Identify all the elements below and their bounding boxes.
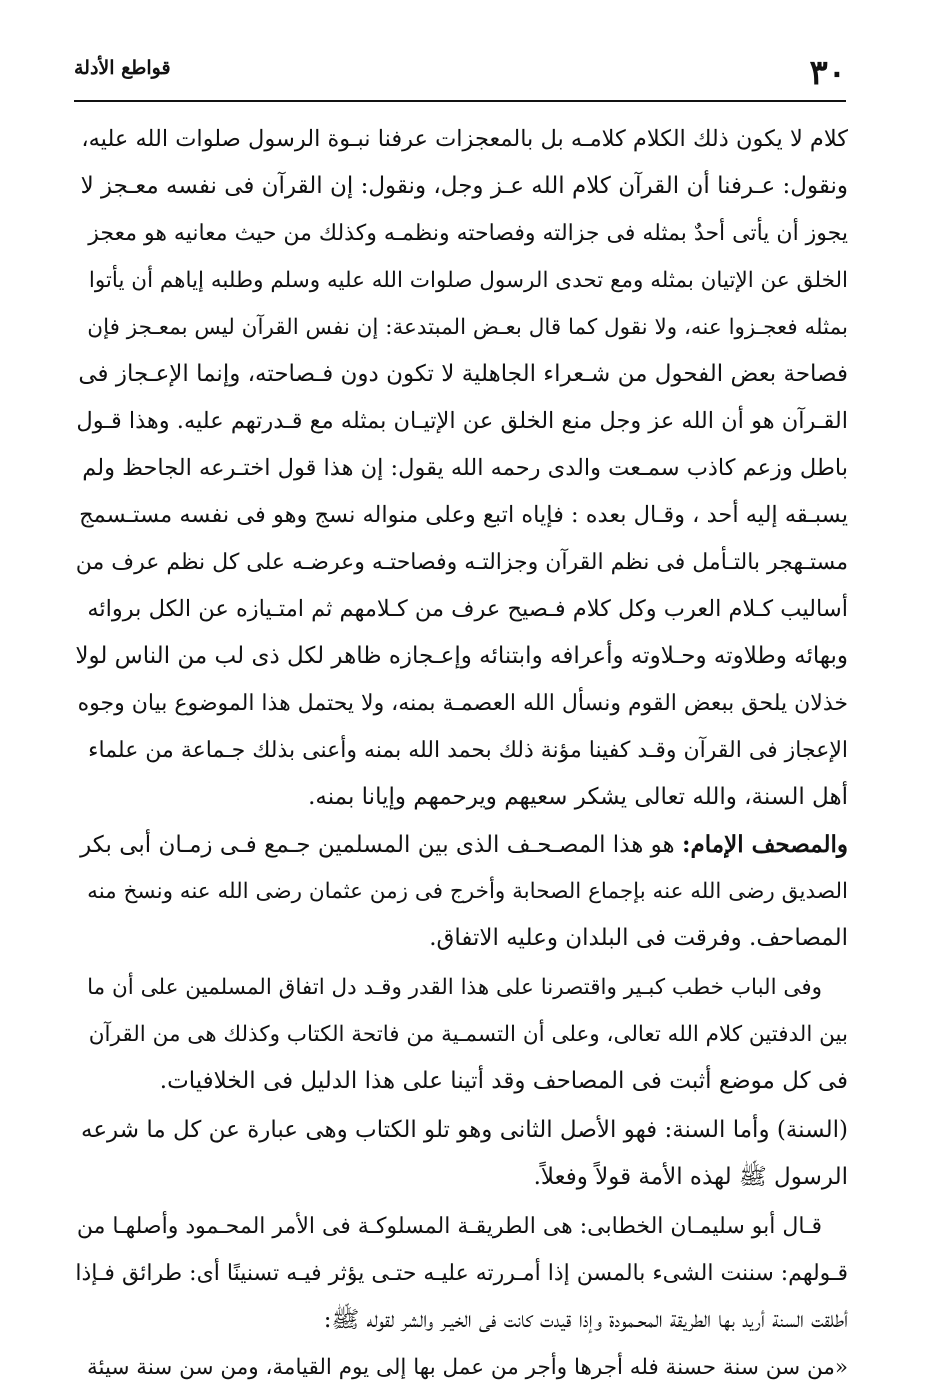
text-line: بمثله فعجـزوا عنه، ولا نقول كما قال بعـض المبتدعة: إن نفس القرآن ليس بمعـجز فإن [87, 315, 848, 340]
mushaf-lead-term: والمصحف الإمام: [682, 831, 848, 858]
text-line: الصديق رضى الله عنه بإجماع الصحابة وأخرج فى زمن عثمان رضى الله عنه ونسخ منه [87, 879, 848, 904]
text-line: قـولهم: سننت الشىء بالمسن إذا أمـررته عليـه حتـى يؤثر فيـه تسنينًا أى: طرائق فـإذا [75, 1261, 848, 1286]
text-line: الرسول ﷺ لهذه الأمة قولاً وفعلاً. [533, 1164, 848, 1190]
text-line: المصاحف. وفرقت فى البلدان وعليه الاتفاق. [429, 925, 848, 951]
text-line: قـال أبو سليمـان الخطابى: هى الطريقـة المسلوكـة فى الأمر المحـمود وأصلهـا من [76, 1214, 822, 1239]
text-line: أطلقت السنة أريد بها الطريقة المحـمودة وإذا قيدت كانت فى الخيـر والشر لقوله ﷺ: [323, 1307, 848, 1333]
text-line: خذلان يلحق ببعض القوم ونسأل الله العصمـة بمنه، ولا يحتمل هذا الموضوع بيان وجوه [77, 691, 848, 716]
text-line: مستـهجر بالتـأمل فى نظم القرآن وجزالتـه وفصاحتـه وعرضـه على كل نظم عرف من [75, 550, 848, 575]
text-line: الخلق عن الإتيان بمثله ومع تحدى الرسول صلوات الله عليه وسلم وطلبه إياهم أن يأتوا [88, 268, 848, 293]
body-text [72, 116, 848, 1391]
text-line: كلام لا يكون ذلك الكلام كلامـه بل بالمعجزات عرفنا نبـوة الرسول صلوات الله عليه، [81, 126, 848, 152]
text-line: يجوز أن يأتى أحدٌ بمثله فى جزالته وفصاحته ونظمـه وكذلك من حيث معانيه هو معجز [88, 221, 848, 246]
text-line: أهل السنة، والله تعالى يشكر سعيهم ويرحمهم وإيانا بمنه. [308, 784, 848, 810]
text-line: باطل وزعم كاذب سمـعت والدى رحمه الله يقول: إن هذا قول اختـرعه الجاحظ ولم [82, 455, 848, 481]
text-line: ونقول: عـرفنا أن القرآن كلام الله عـز وجل، ونقول: إن القرآن فى نفسه معـجز لا [80, 173, 848, 199]
mushaf-paragraph-first-line [72, 821, 848, 868]
page-header [74, 42, 846, 100]
text-line: وبهائه وطلاوته وحـلاوته وأعرافه وابتنائه وإعـجازه ظاهر لكل ذى لب من الناس لولا [75, 643, 848, 669]
running-title: قواطع الأدلة [74, 57, 171, 79]
mushaf-first-rest: هو هذا المصـحـف الذى بين المسلمين جـمع فـى زمـان أبى بكر [80, 832, 683, 858]
text-line: يسبـقه إليه أحد ، وقـال بعده : فإياه اتبع وعلى منواله نسج وهو فى نفسه مستـسمج [79, 502, 848, 528]
text-line: بين الدفتين كلام الله تعالى، وعلى أن التسمـية من فاتحة الكتاب وكذلك هى من القرآن [88, 1022, 848, 1047]
text-line: فى كل موضع أثبت فى المصاحف وقد أتينا على هذا الدليل فى الخلافيات. [159, 1068, 848, 1094]
text-line: القـرآن هو أن الله عز وجل منع الخلق عن الإتيـان بمثله مع قـدرتهم عليه. وهذا قـول [76, 408, 848, 434]
page-number: ٣٠ [809, 53, 846, 93]
text-line: فصاحة بعض الفحول من شـعراء الجاهلية لا تكون دون فـصاحته، وإنما الإعـجاز فى [78, 361, 848, 387]
text-line: أساليب كـلام العرب وكل كلام فـصيح عرف من كـلامهم ثم امتـيازه عن الكل بروائه [87, 596, 848, 622]
text-line: الإعجاز فى القرآن وقـد كفينا مؤنة ذلك بحمد الله بمنه وأعنى بذلك جـماعة من علماء [88, 738, 848, 763]
text-line: وفى الباب خطب كبـير واقتصرنا على هذا القدر وقـد دل اتفاق المسلمين على أن ما [87, 975, 822, 1000]
text-line: «من سن سنة حسنة فله أجرها وأجر من عمل بها إلى يوم القيامة، ومن سن سنة سيئة [86, 1355, 848, 1380]
text-line: (السنة) وأما السنة: فهو الأصل الثانى وهو تلو الكتاب وهى عبارة عن كل ما شرعه [81, 1117, 848, 1143]
header-rule [74, 100, 846, 102]
